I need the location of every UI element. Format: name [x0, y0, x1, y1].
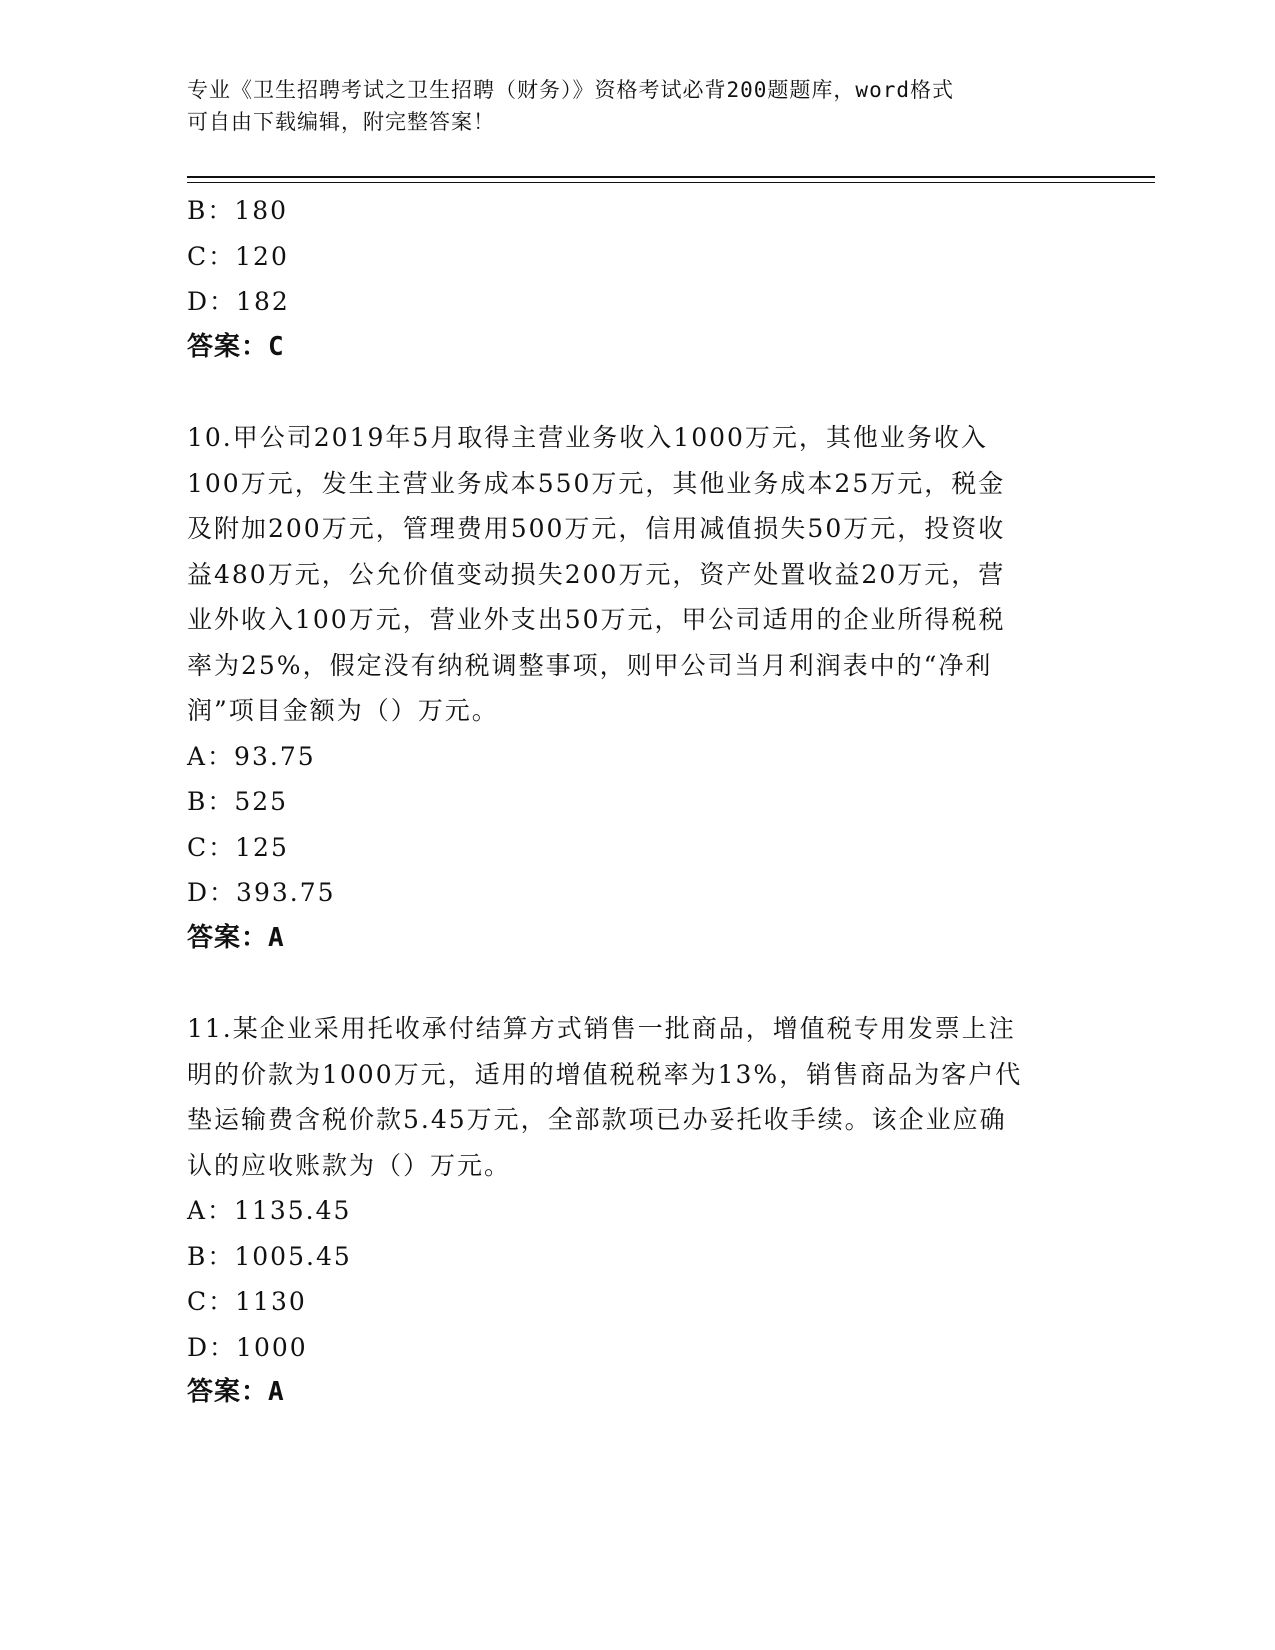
answer-line: 答案：A [187, 922, 285, 953]
question-line: 业外收入100万元，营业外支出50万元，甲公司适用的企业所得税税 [187, 605, 1006, 634]
option-b: B：1005.45 [187, 1241, 352, 1271]
question-line: 100万元，发生主营业务成本550万元，其他业务成本25万元，税金 [187, 468, 1006, 498]
question-line: 10.甲公司2019年5月取得主营业务收入1000万元，其他业务收入 [187, 423, 988, 452]
header-title-line-1: 专业《卫生招聘考试之卫生招聘（财务）》资格考试必背200题题库，word格式 [187, 78, 954, 102]
answer-line: 答案：A [187, 1377, 285, 1407]
document-header [187, 74, 1077, 138]
option-c: C：125 [187, 832, 289, 862]
option-b: B：525 [187, 787, 289, 816]
question-11 [187, 1006, 1077, 1416]
option-b: B：180 [187, 196, 289, 225]
question-text [187, 415, 1077, 734]
question-10 [187, 415, 1077, 961]
question-line: 明的价款为1000万元，适用的增值税税率为13%，销售商品为客户代 [187, 1059, 1023, 1089]
option-c: C：120 [187, 241, 289, 271]
header-divider-thin [187, 182, 1155, 183]
option-d: D：182 [187, 287, 290, 316]
option-a: A：93.75 [187, 741, 316, 771]
option-d: D：393.75 [187, 878, 336, 907]
question-line: 润”项目金额为（）万元。 [187, 696, 499, 725]
option-c: C：1130 [187, 1287, 307, 1316]
answer-line: 答案：C [187, 331, 285, 362]
question-line: 垫运输费含税价款5.45万元，全部款项已办妥托收手续。该企业应确 [187, 1105, 1007, 1134]
question-text [187, 1006, 1077, 1188]
question-line: 益480万元，公允价值变动损失200万元，资产处置收益20万元，营 [187, 559, 1006, 589]
document-body [187, 188, 1077, 1416]
question-line: 认的应收账款为（）万元。 [187, 1150, 512, 1180]
option-a: A：1135.45 [187, 1196, 352, 1225]
question-line: 率为25%，假定没有纳税调整事项，则甲公司当月利润表中的“净利 [187, 650, 993, 680]
question-line: 及附加200万元，管理费用500万元，信用减值损失50万元，投资收 [187, 514, 1006, 543]
option-d: D：1000 [187, 1332, 308, 1362]
header-title-line-2: 可自由下载编辑，附完整答案！ [187, 110, 495, 134]
partial-question-9 [187, 188, 1077, 370]
header-divider-thick [187, 176, 1155, 178]
question-line: 11.某企业采用托收承付结算方式销售一批商品，增值税专用发票上注 [187, 1014, 1016, 1043]
